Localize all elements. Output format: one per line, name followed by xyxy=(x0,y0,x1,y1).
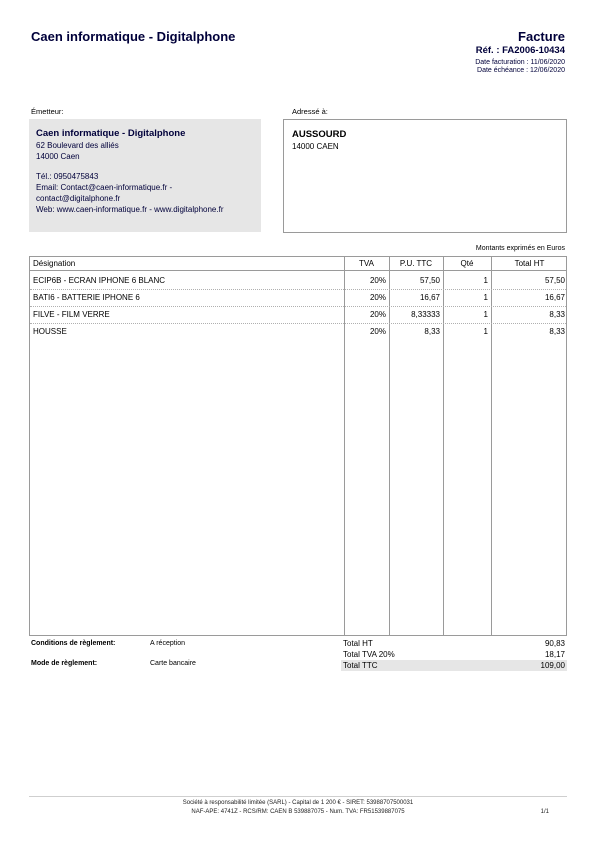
table-row xyxy=(30,307,566,324)
total-tva-row xyxy=(341,649,567,660)
header-vat: TVA xyxy=(359,259,374,268)
sender-label: Émetteur: xyxy=(31,107,64,116)
payment-terms-label: Conditions de règlement: xyxy=(31,640,116,647)
payment-terms-value: A réception xyxy=(150,640,186,647)
recipient-box xyxy=(283,119,567,233)
sender-city: 14000 Caen xyxy=(36,152,80,161)
items-table xyxy=(29,256,567,636)
total-tva-value: 18,17 xyxy=(544,650,565,659)
payment-mode-label: Mode de règlement: xyxy=(31,660,98,667)
row-total: 57,50 xyxy=(544,276,565,285)
row-total: 16,67 xyxy=(544,293,565,302)
table-header xyxy=(30,257,566,271)
row-total: 8,33 xyxy=(549,310,565,319)
sender-address: 62 Boulevard des alliés xyxy=(36,141,119,150)
header-total: Total HT xyxy=(514,259,545,268)
payment-mode-value: Carte bancaire xyxy=(150,660,196,667)
row-vat: 20% xyxy=(369,310,386,319)
recipient-name: AUSSOURD xyxy=(292,129,347,140)
row-vat: 20% xyxy=(369,276,386,285)
row-qty: 1 xyxy=(483,310,488,319)
total-ttc-row xyxy=(341,660,567,671)
total-ttc-value: 109,00 xyxy=(540,661,565,670)
recipient-city: 14000 CAEN xyxy=(292,142,339,151)
row-designation: BATI6 - BATTERIE IPHONE 6 xyxy=(33,293,140,302)
footer-legal-line-1: Société à responsabilité limitée (SARL) - Capital de 1 200 € - SIRET: 53988707500031 xyxy=(182,800,414,806)
due-date: Date échéance : 12/06/2020 xyxy=(477,67,565,74)
total-ht-row xyxy=(341,638,567,649)
row-vat: 20% xyxy=(369,293,386,302)
footer-divider xyxy=(29,796,567,797)
table-row xyxy=(30,324,566,341)
row-unit-price: 57,50 xyxy=(419,276,440,285)
table-row xyxy=(30,290,566,307)
sender-name: Caen informatique - Digitalphone xyxy=(36,128,186,139)
totals-block xyxy=(341,638,567,671)
footer-legal-line-2: NAF-APE: 4741Z - RCS/RM: CAEN B 539887075 - Num. TVA: FR51539887075 xyxy=(191,809,405,815)
row-qty: 1 xyxy=(483,327,488,336)
currency-note: Montants exprimés en Euros xyxy=(475,245,565,252)
table-row xyxy=(30,273,566,290)
row-qty: 1 xyxy=(483,276,488,285)
sender-email-1: Email: Contact@caen-informatique.fr - xyxy=(36,183,173,192)
invoice-reference: Réf. : FA2006-10434 xyxy=(475,45,565,56)
recipient-label: Adressé à: xyxy=(292,107,328,116)
invoice-date: Date facturation : 11/06/2020 xyxy=(475,59,565,66)
header-designation: Désignation xyxy=(33,259,76,268)
row-unit-price: 8,33 xyxy=(424,327,440,336)
row-unit-price: 8,33333 xyxy=(411,310,440,319)
sender-email-2: contact@digitalphone.fr xyxy=(36,194,121,203)
total-ttc-label: Total TTC xyxy=(343,661,378,670)
sender-box xyxy=(29,119,261,232)
row-designation: ECIP6B - ECRAN IPHONE 6 BLANC xyxy=(33,276,166,285)
total-ht-label: Total HT xyxy=(343,639,373,648)
row-vat: 20% xyxy=(369,327,386,336)
company-title: Caen informatique - Digitalphone xyxy=(31,29,236,44)
header-unit-price: P.U. TTC xyxy=(399,259,433,268)
sender-web: Web: www.caen-informatique.fr - www.digitalphone.fr xyxy=(36,205,224,214)
row-unit-price: 16,67 xyxy=(419,293,440,302)
header-qty: Qté xyxy=(460,259,474,268)
sender-phone: Tél.: 0950475843 xyxy=(36,172,99,181)
total-ht-value: 90,83 xyxy=(544,639,565,648)
row-qty: 1 xyxy=(483,293,488,302)
document-type: Facture xyxy=(518,29,565,44)
row-designation: HOUSSE xyxy=(33,327,67,336)
row-designation: FILVE - FILM VERRE xyxy=(33,310,110,319)
row-total: 8,33 xyxy=(549,327,565,336)
page-number: 1/1 xyxy=(540,809,549,815)
total-tva-label: Total TVA 20% xyxy=(343,650,395,659)
